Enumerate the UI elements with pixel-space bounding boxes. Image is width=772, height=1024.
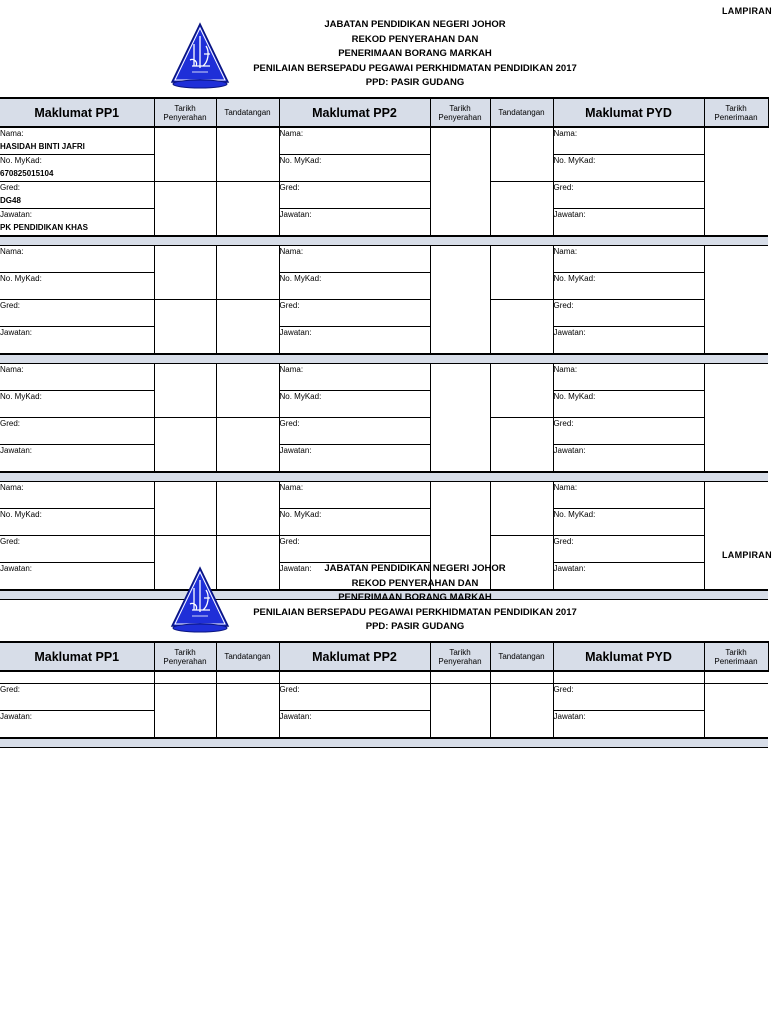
record-3-row <box>0 391 768 418</box>
pp1-nama-cell[interactable] <box>0 127 154 155</box>
gred-label: Gred: <box>553 537 574 546</box>
record-3-row <box>0 445 768 473</box>
pyd-nama-cell[interactable] <box>553 482 704 509</box>
pp1-mykad-cell[interactable] <box>0 391 154 418</box>
record-1-row <box>0 127 768 155</box>
nama-label: Nama: <box>553 483 578 492</box>
gred-label: Gred: <box>279 419 300 428</box>
record-4-row <box>0 482 768 509</box>
tarikh-penyerahan-pp2-cell[interactable] <box>430 671 490 684</box>
jawatan-label: Jawatan: <box>553 328 586 337</box>
pp2-mykad-cell[interactable] <box>279 509 430 536</box>
tarikh-penerimaan-cell[interactable] <box>704 246 768 355</box>
pyd-mykad-cell[interactable] <box>553 155 704 182</box>
pp2-mykad-cell[interactable] <box>279 273 430 300</box>
jawatan-label: Jawatan: <box>553 712 586 721</box>
tandatangan-pp1-cell[interactable] <box>216 300 279 355</box>
separator-bar <box>0 738 768 748</box>
col-header-tandatangan: Tandatangan <box>216 98 279 127</box>
gred-label: Gred: <box>553 301 574 310</box>
pp2-gred-cell[interactable] <box>279 182 430 209</box>
pp1-nama-cell[interactable] <box>0 246 154 273</box>
gred-label: Gred: <box>0 183 21 192</box>
jawatan-label: Jawatan: <box>279 446 312 455</box>
tarikh-penyerahan-pp1-cell[interactable] <box>154 418 216 473</box>
record-table-body <box>0 127 768 600</box>
pp1-jawatan-cell[interactable] <box>0 711 154 739</box>
jawatan-label: Jawatan: <box>279 210 312 219</box>
record-2-row <box>0 246 768 273</box>
pp2-jawatan-cell[interactable] <box>279 327 430 355</box>
lampiran-label: LAMPIRAN <box>722 6 772 16</box>
tarikh-penyerahan-pp1-cell[interactable] <box>154 482 216 536</box>
mykad-label: No. MyKad: <box>279 274 322 283</box>
tarikh-penyerahan-pp1-cell[interactable] <box>154 300 216 355</box>
col-header-tandatangan: Tandatangan <box>490 98 553 127</box>
gred-label: Gred: <box>0 537 21 546</box>
mykad-label: No. MyKad: <box>0 392 42 401</box>
title-line-1: JABATAN PENDIDIKAN NEGERI JOHOR <box>324 19 506 30</box>
mykad-label: No. MyKad: <box>553 274 596 283</box>
nama-label: Nama: <box>0 365 24 374</box>
mykad-label: No. MyKad: <box>553 156 596 165</box>
jawatan-label: Jawatan: <box>279 712 312 721</box>
pyd-nama-cell[interactable] <box>553 127 704 155</box>
tandatangan-pp1-cell[interactable] <box>216 127 279 182</box>
pyd-mykad-cell[interactable] <box>553 509 704 536</box>
tarikh-penerimaan-cell[interactable] <box>704 127 768 236</box>
title-line-1: JABATAN PENDIDIKAN NEGERI JOHOR <box>324 563 506 574</box>
pp1-mykad-value: 670825015104 <box>0 168 54 178</box>
tarikh-penyerahan-pp2-cell[interactable] <box>430 684 490 739</box>
pyd-gred-cell[interactable] <box>553 182 704 209</box>
mykad-label: No. MyKad: <box>553 510 596 519</box>
tarikh-penyerahan-pp1-cell[interactable] <box>154 364 216 418</box>
record-2-row <box>0 273 768 300</box>
pp1-mykad-cell[interactable] <box>0 509 154 536</box>
col-header-pyd: Maklumat PYD <box>553 642 704 671</box>
pyd-nama-cell[interactable] <box>553 364 704 391</box>
pp1-mykad-cell[interactable] <box>0 155 154 182</box>
pyd-jawatan-cell[interactable] <box>553 445 704 473</box>
nama-label: Nama: <box>553 365 578 374</box>
col-header-tarikh-penyerahan: Tarikh Penyerahan <box>154 642 216 671</box>
tarikh-penyerahan-pp1-cell[interactable] <box>154 684 216 739</box>
tarikh-penyerahan-pp2-cell[interactable] <box>430 364 490 473</box>
form-title <box>200 18 630 91</box>
record-row <box>0 671 768 684</box>
pp1-gred-cell[interactable] <box>0 300 154 327</box>
tandatangan-pp2-cell[interactable] <box>490 418 553 473</box>
record-separator <box>0 236 768 246</box>
pp2-nama-cell[interactable] <box>279 364 430 391</box>
separator-bar <box>0 236 768 246</box>
pp2-mykad-cell[interactable] <box>279 671 430 684</box>
title-line-4: PENILAIAN BERSEPADU PEGAWAI PERKHIDMATAN PENDIDIKAN 2017 <box>253 62 577 74</box>
pyd-nama-cell[interactable] <box>553 246 704 273</box>
pp1-jawatan-cell[interactable] <box>0 209 154 237</box>
tandatangan-pp1-cell[interactable] <box>216 684 279 739</box>
jawatan-label: Jawatan: <box>0 712 33 721</box>
pyd-jawatan-cell[interactable] <box>553 209 704 237</box>
pp1-jawatan-value: PK PENDIDIKAN KHAS <box>0 222 89 232</box>
gred-label: Gred: <box>279 301 300 310</box>
jawatan-label: Jawatan: <box>553 210 586 219</box>
pp2-nama-cell[interactable] <box>279 246 430 273</box>
gred-label: Gred: <box>279 537 300 546</box>
col-header-pyd: Maklumat PYD <box>553 98 704 127</box>
pp2-mykad-cell[interactable] <box>279 391 430 418</box>
col-header-tarikh-penyerahan: Tarikh Penyerahan <box>430 98 490 127</box>
pyd-jawatan-cell[interactable] <box>553 711 704 739</box>
gred-label: Gred: <box>0 301 21 310</box>
pp1-gred-value: DG48 <box>0 195 21 205</box>
pp1-mykad-cell[interactable] <box>0 273 154 300</box>
record-table <box>0 97 769 600</box>
jawatan-label: Jawatan: <box>0 210 33 219</box>
nama-label: Nama: <box>0 129 24 138</box>
title-line-5: PPD: PASIR GUDANG <box>365 621 465 632</box>
nama-label: Nama: <box>553 129 578 138</box>
record-2-row <box>0 300 768 327</box>
pyd-mykad-cell[interactable] <box>553 671 704 684</box>
gred-label: Gred: <box>553 183 574 192</box>
tandatangan-pp1-cell[interactable] <box>216 182 279 237</box>
col-header-tarikh-penerimaan: Tarikh Penerimaan <box>704 642 768 671</box>
tandatangan-pp1-cell[interactable] <box>216 482 279 536</box>
record-1-row <box>0 182 768 209</box>
mykad-label: No. MyKad: <box>279 156 322 165</box>
title-line-4: PENILAIAN BERSEPADU PEGAWAI PERKHIDMATAN PENDIDIKAN 2017 <box>253 606 577 618</box>
lampiran-label: LAMPIRAN <box>722 550 772 560</box>
pp2-gred-cell[interactable] <box>279 300 430 327</box>
pyd-gred-cell[interactable] <box>553 418 704 445</box>
pyd-mykad-cell[interactable] <box>553 391 704 418</box>
nama-label: Nama: <box>279 247 304 256</box>
pp1-nama-value: HASIDAH BINTI JAFRI <box>0 141 85 151</box>
record-table <box>0 641 769 748</box>
gred-label: Gred: <box>0 685 21 694</box>
tarikh-penerimaan-cell[interactable] <box>704 364 768 473</box>
tandatangan-pp2-cell[interactable] <box>490 482 553 536</box>
tandatangan-pp1-cell[interactable] <box>216 418 279 473</box>
tarikh-penyerahan-pp2-cell[interactable] <box>430 246 490 355</box>
col-header-pp2: Maklumat PP2 <box>279 98 430 127</box>
pp1-nama-cell[interactable] <box>0 482 154 509</box>
form-page-2 <box>0 544 772 754</box>
jawatan-label: Jawatan: <box>279 328 312 337</box>
jawatan-label: Jawatan: <box>553 446 586 455</box>
jawatan-label: Jawatan: <box>0 564 33 573</box>
nama-label: Nama: <box>0 247 24 256</box>
pyd-gred-cell[interactable] <box>553 300 704 327</box>
tarikh-penyerahan-pp2-cell[interactable] <box>430 127 490 236</box>
pp1-gred-cell[interactable] <box>0 418 154 445</box>
pp1-nama-cell[interactable] <box>0 364 154 391</box>
form-title <box>200 562 630 635</box>
title-line-2: REKOD PENYERAHAN DAN <box>351 33 479 45</box>
col-header-tarikh-penyerahan: Tarikh Penyerahan <box>154 98 216 127</box>
tandatangan-pp2-cell[interactable] <box>490 671 553 684</box>
jawatan-label: Jawatan: <box>279 564 312 573</box>
pp2-nama-cell[interactable] <box>279 127 430 155</box>
pp2-jawatan-cell[interactable] <box>279 711 430 739</box>
col-header-pp1: Maklumat PP1 <box>0 642 154 671</box>
col-header-tandatangan: Tandatangan <box>490 642 553 671</box>
gred-label: Gred: <box>0 419 21 428</box>
gred-label: Gred: <box>553 419 574 428</box>
pp1-gred-cell[interactable] <box>0 684 154 711</box>
record-2-row <box>0 327 768 355</box>
record-table-body <box>0 671 768 748</box>
tandatangan-pp2-cell[interactable] <box>490 127 553 182</box>
gred-label: Gred: <box>279 685 300 694</box>
gred-label: Gred: <box>553 685 574 694</box>
pp2-gred-cell[interactable] <box>279 684 430 711</box>
separator-bar <box>0 354 768 364</box>
pyd-mykad-cell[interactable] <box>553 273 704 300</box>
separator-bar <box>0 472 768 482</box>
jawatan-label: Jawatan: <box>553 564 586 573</box>
pp2-jawatan-cell[interactable] <box>279 445 430 473</box>
pp2-gred-cell[interactable] <box>279 418 430 445</box>
record-3-row <box>0 418 768 445</box>
tandatangan-pp2-cell[interactable] <box>490 364 553 418</box>
tandatangan-pp2-cell[interactable] <box>490 684 553 739</box>
tarikh-penyerahan-pp1-cell[interactable] <box>154 127 216 182</box>
pp2-nama-cell[interactable] <box>279 482 430 509</box>
col-header-pp1: Maklumat PP1 <box>0 98 154 127</box>
mykad-label: No. MyKad: <box>279 510 322 519</box>
mykad-label: No. MyKad: <box>279 392 322 401</box>
title-line-2: REKOD PENYERAHAN DAN <box>351 577 479 589</box>
mykad-label: No. MyKad: <box>0 156 42 165</box>
tarikh-penyerahan-pp1-cell[interactable] <box>154 246 216 300</box>
tarikh-penerimaan-cell[interactable] <box>704 684 768 739</box>
col-header-pp2: Maklumat PP2 <box>279 642 430 671</box>
pp1-mykad-cell[interactable] <box>0 671 154 684</box>
record-separator <box>0 472 768 482</box>
col-header-tarikh-penyerahan: Tarikh Penyerahan <box>430 642 490 671</box>
tandatangan-pp1-cell[interactable] <box>216 364 279 418</box>
record-separator <box>0 354 768 364</box>
record-row <box>0 684 768 711</box>
pyd-gred-cell[interactable] <box>553 684 704 711</box>
pyd-jawatan-cell[interactable] <box>553 327 704 355</box>
mykad-label: No. MyKad: <box>0 274 42 283</box>
table-header-row <box>0 98 768 127</box>
tandatangan-pp2-cell[interactable] <box>490 300 553 355</box>
pp2-mykad-cell[interactable] <box>279 155 430 182</box>
table-header-row <box>0 642 768 671</box>
nama-label: Nama: <box>279 129 304 138</box>
col-header-tarikh-penerimaan: Tarikh Penerimaan <box>704 98 768 127</box>
nama-label: Nama: <box>279 483 304 492</box>
col-header-tandatangan: Tandatangan <box>216 642 279 671</box>
mykad-label: No. MyKad: <box>553 392 596 401</box>
jawatan-label: Jawatan: <box>0 446 33 455</box>
mykad-label: No. MyKad: <box>0 510 42 519</box>
tarikh-penyerahan-pp1-cell[interactable] <box>154 671 216 684</box>
tandatangan-pp1-cell[interactable] <box>216 671 279 684</box>
nama-label: Nama: <box>279 365 304 374</box>
record-1-row <box>0 155 768 182</box>
pp2-jawatan-cell[interactable] <box>279 209 430 237</box>
pp1-jawatan-cell[interactable] <box>0 445 154 473</box>
pp1-gred-cell[interactable] <box>0 182 154 209</box>
record-row <box>0 711 768 739</box>
title-line-5: PPD: PASIR GUDANG <box>365 77 465 88</box>
gred-label: Gred: <box>279 183 300 192</box>
tarikh-penyerahan-pp1-cell[interactable] <box>154 182 216 237</box>
tandatangan-pp2-cell[interactable] <box>490 246 553 300</box>
tandatangan-pp2-cell[interactable] <box>490 182 553 237</box>
nama-label: Nama: <box>0 483 24 492</box>
record-3-row <box>0 364 768 391</box>
record-1-row <box>0 209 768 237</box>
record-separator <box>0 738 768 748</box>
title-line-3: PENERIMAAN BORANG MARKAH <box>338 592 492 603</box>
tandatangan-pp1-cell[interactable] <box>216 246 279 300</box>
jawatan-label: Jawatan: <box>0 328 33 337</box>
nama-label: Nama: <box>553 247 578 256</box>
record-4-row <box>0 509 768 536</box>
pp1-jawatan-cell[interactable] <box>0 327 154 355</box>
title-line-3: PENERIMAAN BORANG MARKAH <box>338 48 492 59</box>
tarikh-penerimaan-cell[interactable] <box>704 671 768 684</box>
